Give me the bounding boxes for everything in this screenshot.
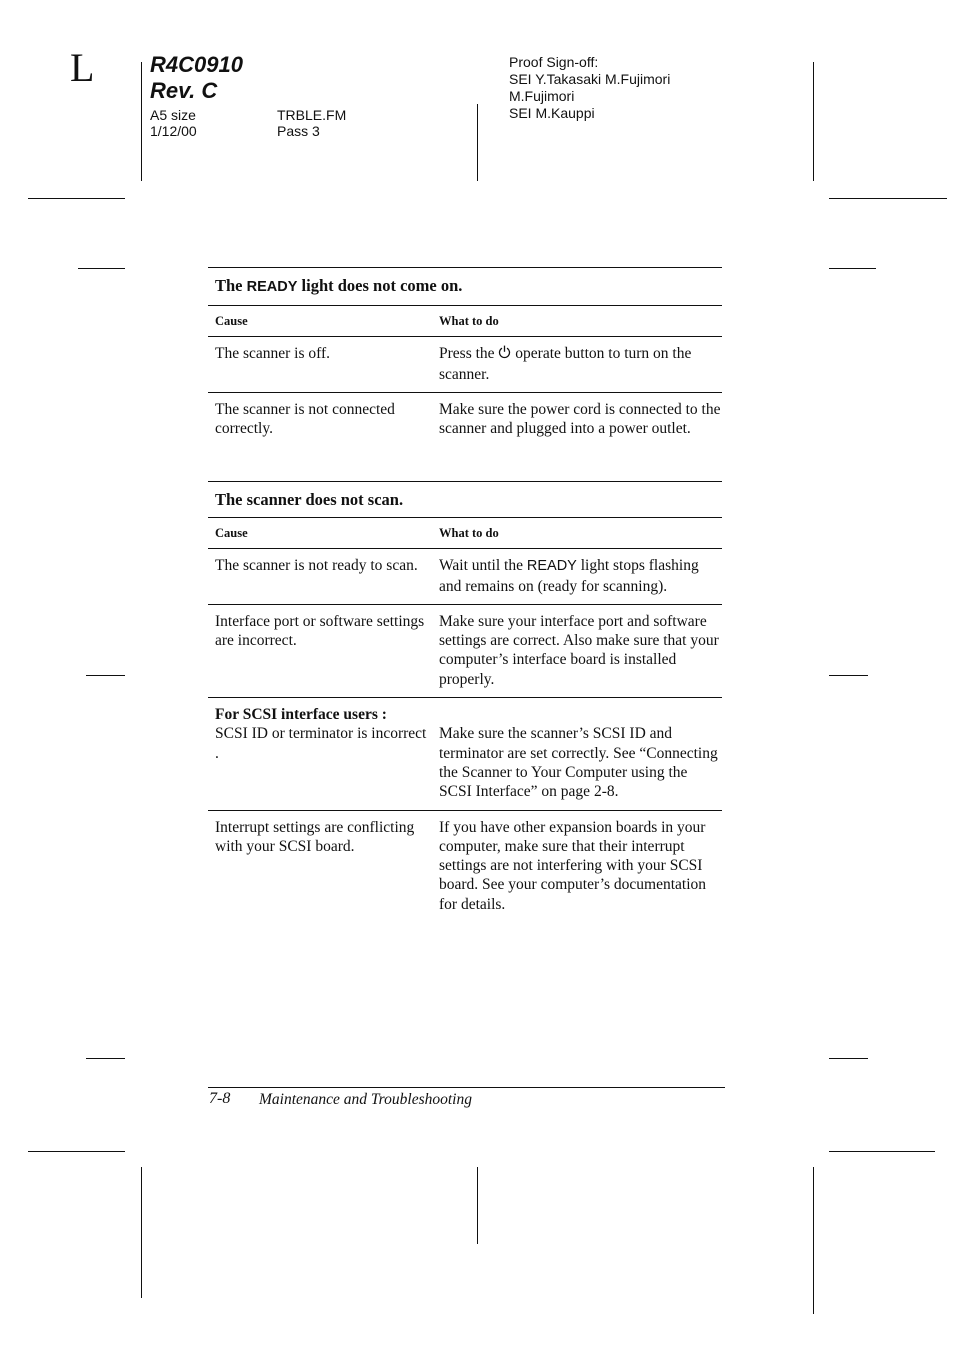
- table-header-row: [208, 306, 722, 337]
- title-text: light does not come on.: [301, 276, 463, 295]
- column-header-what-to-do: What to do: [439, 314, 499, 329]
- troubleshooting-table-does-not-scan: [208, 481, 722, 922]
- solution-text: operate button to turn on the scanner.: [439, 345, 692, 383]
- ready-label: READY: [526, 558, 577, 575]
- revision: Rev. C: [150, 78, 218, 103]
- table-row: [208, 393, 722, 447]
- title-text: The: [215, 276, 243, 295]
- ready-label: READY: [246, 279, 298, 295]
- table-row: [208, 337, 722, 393]
- model-revision: [150, 52, 243, 104]
- model-code: R4C0910: [150, 52, 243, 77]
- print-date: 1/12/00: [150, 123, 197, 139]
- cause-cell: Interrupt settings are conflicting with your SCSI board.: [215, 818, 415, 855]
- crop-mark-horizontal: [86, 1058, 125, 1059]
- crop-mark-horizontal: [86, 675, 125, 676]
- chapter-title: Maintenance and Troubleshooting: [259, 1091, 472, 1108]
- table-title: The scanner does not scan.: [208, 481, 722, 518]
- column-header-cause: Cause: [215, 526, 248, 541]
- solution-cell: [433, 549, 722, 604]
- table-header-row: [208, 518, 722, 549]
- power-icon: [498, 345, 511, 364]
- proof-line: SEI M.Kauppi: [509, 105, 595, 121]
- table-row: [208, 549, 722, 605]
- page-size: A5 size: [150, 107, 196, 123]
- crop-mark-vertical: [141, 62, 142, 181]
- table-title: [208, 267, 722, 306]
- solution-text: light stops flashing and remains on (ready for scanning).: [439, 557, 699, 595]
- troubleshooting-table-ready-light: [208, 267, 722, 446]
- crop-mark-vertical: [477, 1167, 478, 1244]
- corner-mark: L: [70, 45, 95, 90]
- cause-subheading: For SCSI interface users :: [215, 706, 387, 724]
- crop-mark-horizontal: [829, 198, 947, 199]
- solution-cell: [433, 337, 722, 392]
- crop-mark-horizontal: [829, 1058, 868, 1059]
- cause-cell: Interface port or software settings are incorrect.: [215, 612, 425, 650]
- crop-mark-vertical: [477, 104, 478, 181]
- table-row: [208, 811, 722, 922]
- solution-cell: If you have other expansion boards in your computer, make sure that their interrupt settings are not interfering with your SCSI board. See your computer’s documentation for details.: [439, 818, 707, 913]
- proof-signoff: [509, 54, 670, 122]
- file-name: TRBLE.FM: [277, 107, 347, 123]
- solution-cell: Make sure the power cord is connected to the scanner and plugged into a power outlet.: [439, 400, 721, 438]
- column-header-cause: Cause: [215, 314, 248, 329]
- crop-mark-horizontal: [829, 675, 868, 676]
- proof-line: M.Fujimori: [509, 88, 575, 104]
- solution-cell: Make sure the scanner’s SCSI ID and terminator are set correctly. See “Connecting the Scanner to Your Computer using the SCSI Interface” on page 2-8.: [439, 725, 718, 801]
- cause-cell: [208, 698, 433, 809]
- cause-cell: The scanner is not ready to scan.: [215, 557, 418, 575]
- cause-text: SCSI ID or terminator is incorrect .: [215, 725, 427, 762]
- solution-cell: Make sure your interface port and software settings are correct. Also make sure that your computer’s interface board is installed properly.: [439, 612, 719, 688]
- cause-cell: The scanner is off.: [215, 345, 331, 363]
- crop-mark-horizontal: [28, 1151, 125, 1152]
- column-header-what-to-do: What to do: [439, 526, 499, 541]
- table-row: [208, 605, 722, 698]
- crop-mark-horizontal: [28, 198, 125, 199]
- table-row: [208, 698, 722, 810]
- footer-rule: [208, 1087, 725, 1088]
- crop-mark-vertical: [813, 62, 814, 181]
- solution-text: Wait until the: [439, 557, 523, 575]
- solution-text: Press the: [439, 345, 495, 363]
- proof-line: Proof Sign-off:: [509, 54, 599, 70]
- crop-mark-horizontal: [829, 1151, 935, 1152]
- cause-cell: The scanner is not connected correctly.: [215, 400, 395, 438]
- pass-number: Pass 3: [277, 123, 320, 139]
- crop-mark-horizontal: [829, 268, 876, 269]
- proof-line: SEI Y.Takasaki M.Fujimori: [509, 71, 671, 87]
- page-number: 7-8: [209, 1090, 231, 1107]
- crop-mark-vertical: [141, 1167, 142, 1298]
- crop-mark-horizontal: [78, 268, 125, 269]
- crop-mark-vertical: [813, 1167, 814, 1314]
